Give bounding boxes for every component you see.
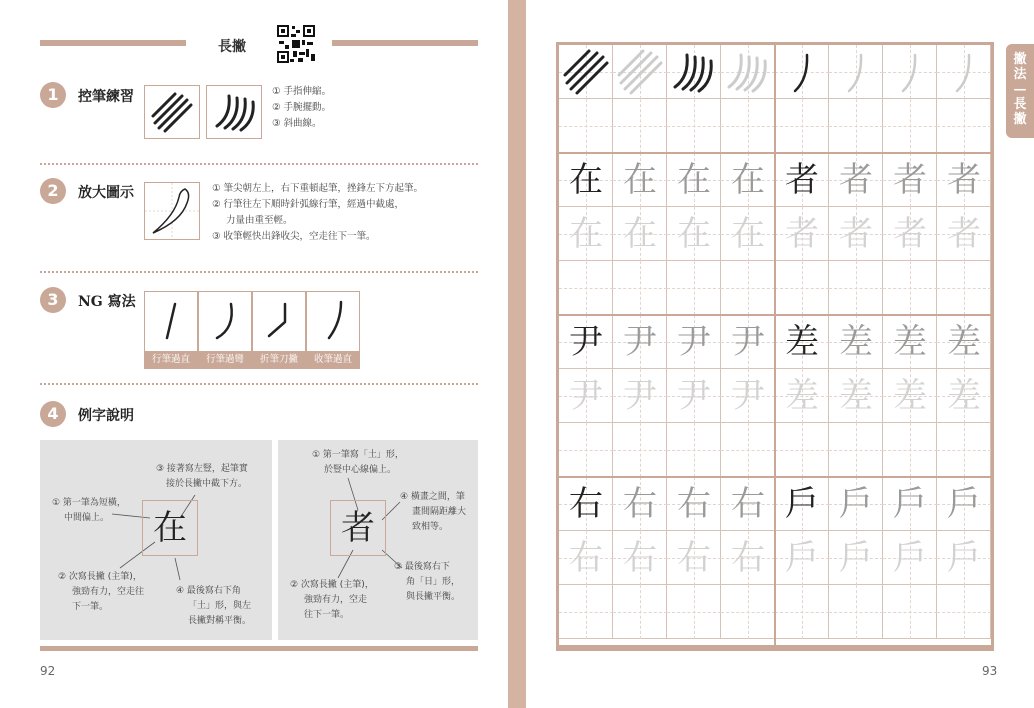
grid-cell <box>721 585 775 639</box>
grid-cell <box>559 585 613 639</box>
practice-char: 尹 <box>677 322 711 362</box>
grid-cell <box>613 153 667 207</box>
example-2-note-11: 往下一筆。 <box>304 610 350 620</box>
grid-cell <box>883 45 937 99</box>
grid-cell <box>559 423 613 477</box>
diagonal-lines-icon <box>613 45 667 99</box>
example-2-note-1: ① 第一筆寫「土」形， <box>312 450 404 460</box>
grid-cell <box>883 207 937 261</box>
section-3-label: NG 寫法 <box>78 294 136 310</box>
left-page <box>0 0 508 708</box>
grid-cell <box>721 99 775 153</box>
practice-char: 差 <box>839 376 873 416</box>
knife-stroke-icon <box>253 292 305 351</box>
section-1-note-1: ① 手指伸縮。 <box>272 86 332 97</box>
grid-cell <box>775 369 829 423</box>
diagonal-lines-icon <box>145 86 199 138</box>
grid-cell <box>829 99 883 153</box>
practice-char: 差 <box>785 376 819 416</box>
grid-cell <box>667 369 721 423</box>
grid-cell <box>775 423 829 477</box>
practice-char: 差 <box>947 376 981 416</box>
grid-cell <box>937 531 991 585</box>
practice-char: 差 <box>947 322 981 362</box>
grid-cell <box>883 261 937 315</box>
grid-cell <box>559 45 613 99</box>
curved-lines-icon <box>721 45 775 99</box>
grid-cell <box>937 99 991 153</box>
example-1-note-5: ② 次寫長撇 (主筆)， <box>58 572 142 582</box>
example-2-note-9: ② 次寫長撇 (主筆)， <box>290 580 374 590</box>
example-2-char: 者 <box>330 500 386 556</box>
example-2-note-3: ④ 橫畫之間，筆 <box>400 492 465 502</box>
example-1-note-1: ③ 接著寫左豎，起筆實 <box>156 464 248 474</box>
practice-char: 者 <box>893 160 927 200</box>
grid-cell <box>775 315 829 369</box>
column-separator <box>774 45 776 645</box>
section-3-badge: 3 <box>40 287 66 313</box>
example-panel-1 <box>40 440 272 640</box>
practice-char: 右 <box>731 538 765 578</box>
practice-char: 在 <box>731 160 765 200</box>
grid-cell <box>883 423 937 477</box>
grid-cell <box>613 261 667 315</box>
practice-char: 戶 <box>893 484 927 524</box>
grid-cell <box>883 531 937 585</box>
curved-stroke-icon <box>199 292 251 351</box>
practice-char: 尹 <box>623 322 657 362</box>
ng-item-3 <box>252 291 306 369</box>
grid-cell <box>937 585 991 639</box>
grid-cell <box>721 531 775 585</box>
example-2-note-10: 強勁有力，空走 <box>304 595 368 605</box>
practice-char: 者 <box>785 214 819 254</box>
practice-char: 者 <box>893 214 927 254</box>
practice-char: 差 <box>893 376 927 416</box>
side-tab-char-3: — <box>1013 82 1027 97</box>
example-1-char: 在 <box>142 500 198 556</box>
ng-item-2 <box>198 291 252 369</box>
practice-char: 右 <box>569 484 603 524</box>
grid-cell <box>613 531 667 585</box>
practice-char: 在 <box>569 214 603 254</box>
grid-cell <box>721 207 775 261</box>
qr-code-icon[interactable] <box>276 24 316 64</box>
grid-cell <box>559 261 613 315</box>
grid-cell <box>667 477 721 531</box>
ng-item-2-label: 行筆過彎 <box>199 351 251 368</box>
practice-char: 戶 <box>839 484 873 524</box>
grid-cell <box>667 45 721 99</box>
grid-cell <box>559 99 613 153</box>
curved-lines-icon <box>207 86 261 138</box>
grid-cell <box>883 369 937 423</box>
grid-cell <box>883 99 937 153</box>
side-tab-char-5: 撇 <box>1013 112 1027 127</box>
practice-char: 右 <box>623 484 657 524</box>
stroke-sample-icon <box>829 45 883 99</box>
header-rule-left <box>40 40 186 46</box>
practice-char: 在 <box>677 160 711 200</box>
section-4-label: 例字說明 <box>78 408 134 424</box>
example-2-note-4: 畫間隔距離大 <box>412 507 467 517</box>
grid-cell <box>667 531 721 585</box>
example-2-note-8: 與長撇平衡。 <box>406 592 461 602</box>
practice-char: 差 <box>893 322 927 362</box>
practice-char: 右 <box>569 538 603 578</box>
ng-item-1-label: 行筆過直 <box>145 351 197 368</box>
practice-char: 戶 <box>785 484 819 524</box>
grid-cell <box>721 423 775 477</box>
grid-cell <box>829 369 883 423</box>
grid-cell <box>829 477 883 531</box>
curved-lines-icon <box>667 45 721 99</box>
grid-cell <box>883 153 937 207</box>
side-tab-char-4: 長 <box>1013 97 1027 112</box>
practice-char: 在 <box>569 160 603 200</box>
example-1-note-7: 下一筆。 <box>72 602 109 612</box>
example-1-note-9: 「土」形，與左 <box>188 601 252 611</box>
grid-cell <box>829 153 883 207</box>
practice-char: 者 <box>947 214 981 254</box>
grid-cell <box>559 477 613 531</box>
grid-cell <box>559 531 613 585</box>
practice-char: 戶 <box>947 484 981 524</box>
grid-cell <box>829 423 883 477</box>
practice-char: 戶 <box>893 538 927 578</box>
section-2-note-1: ① 筆尖朝左上，右下重頓起筆，挫鋒左下方起筆。 <box>212 183 424 194</box>
side-tab[interactable] <box>1006 44 1034 138</box>
section-divider-2 <box>40 271 478 273</box>
grid-cell <box>829 207 883 261</box>
grid-cell <box>559 315 613 369</box>
grid-cell <box>883 477 937 531</box>
grid-cell <box>829 585 883 639</box>
grid-cell <box>613 315 667 369</box>
practice-char: 差 <box>839 322 873 362</box>
grid-cell <box>937 45 991 99</box>
grid-cell <box>775 99 829 153</box>
enlarged-stroke-box <box>144 182 200 240</box>
straight-stroke-icon <box>145 292 197 351</box>
grid-cell <box>613 585 667 639</box>
grid-cell <box>721 153 775 207</box>
grid-cell <box>613 369 667 423</box>
section-1-label: 控筆練習 <box>78 89 134 105</box>
grid-cell <box>559 153 613 207</box>
example-2-note-2: 於豎中心線偏上。 <box>324 465 397 475</box>
section-divider-3 <box>40 383 478 385</box>
side-tab-char-2: 法 <box>1013 67 1027 82</box>
grid-cell <box>667 423 721 477</box>
practice-char: 在 <box>677 214 711 254</box>
example-2-note-7: 角「日」形， <box>406 577 461 587</box>
practice-char: 差 <box>785 322 819 362</box>
grid-cell <box>721 477 775 531</box>
grid-cell <box>667 315 721 369</box>
example-1-note-10: 長撇對稱平衡。 <box>188 616 252 626</box>
practice-char: 者 <box>839 214 873 254</box>
grid-cell <box>937 315 991 369</box>
section-2-note-2: ② 行筆往左下順時針弧線行筆，經過中截處， <box>212 199 405 210</box>
grid-cell <box>613 45 667 99</box>
grid-cell <box>721 261 775 315</box>
practice-char: 在 <box>623 214 657 254</box>
grid-cell <box>667 585 721 639</box>
grid-cell <box>829 315 883 369</box>
grid-cell <box>937 261 991 315</box>
grid-cell <box>613 207 667 261</box>
practice-char: 在 <box>731 214 765 254</box>
practice-char: 者 <box>785 160 819 200</box>
control-practice-box-1 <box>144 85 200 139</box>
page-number-left: 92 <box>40 664 56 678</box>
grid-cell <box>883 585 937 639</box>
grid-cell <box>937 207 991 261</box>
example-panel-2 <box>278 440 478 640</box>
grid-cell <box>559 207 613 261</box>
section-1-badge: 1 <box>40 82 66 108</box>
grid-cell <box>613 477 667 531</box>
stroke-sample-icon <box>883 45 937 99</box>
grid-cell <box>829 261 883 315</box>
grid-cell <box>937 369 991 423</box>
ng-item-3-label: 折筆刀撇 <box>253 351 305 368</box>
practice-char: 尹 <box>569 322 603 362</box>
grid-cell <box>937 477 991 531</box>
practice-char: 右 <box>623 538 657 578</box>
grid-cell <box>559 369 613 423</box>
example-2-note-5: 致相等。 <box>412 522 449 532</box>
practice-char: 者 <box>839 160 873 200</box>
practice-char: 尹 <box>569 376 603 416</box>
grid-cell <box>775 261 829 315</box>
practice-char: 在 <box>623 160 657 200</box>
example-2-note-6: ③ 最後寫右下 <box>394 562 450 572</box>
grid-cell <box>775 207 829 261</box>
section-2-badge: 2 <box>40 178 66 204</box>
practice-char: 戶 <box>839 538 873 578</box>
ng-item-4 <box>306 291 360 369</box>
section-4-badge: 4 <box>40 401 66 427</box>
page-title: 長撇 <box>218 39 246 55</box>
diagonal-lines-icon <box>559 45 613 99</box>
practice-char: 尹 <box>677 376 711 416</box>
example-1-note-4: 中間偏上。 <box>64 513 110 523</box>
example-1-note-8: ④ 最後寫右下角 <box>176 586 241 596</box>
section-1-note-2: ② 手腕擺動。 <box>272 102 332 113</box>
section-2-note-3: 力量由重至輕。 <box>226 215 293 226</box>
grid-cell <box>775 153 829 207</box>
practice-char: 戶 <box>785 538 819 578</box>
side-tab-char-1: 撇 <box>1013 52 1027 67</box>
example-1-note-6: 強勁有力，空走往 <box>72 587 145 597</box>
footer-rule-right <box>556 646 994 651</box>
page-number-right: 93 <box>982 664 998 678</box>
header-rule-right <box>332 40 478 46</box>
grid-cell <box>667 99 721 153</box>
grid-cell <box>667 153 721 207</box>
grid-cell <box>829 45 883 99</box>
stroke-sample-icon <box>775 45 829 99</box>
grid-cell <box>667 261 721 315</box>
grid-cell <box>829 531 883 585</box>
practice-char: 尹 <box>731 322 765 362</box>
ng-item-4-label: 收筆過直 <box>307 351 359 368</box>
practice-char: 戶 <box>947 538 981 578</box>
grid-cell <box>721 369 775 423</box>
grid-cell <box>613 423 667 477</box>
grid-cell <box>667 207 721 261</box>
grid-cell <box>937 153 991 207</box>
stroke-sample-icon <box>937 45 991 99</box>
grid-cell <box>775 585 829 639</box>
practice-char: 尹 <box>623 376 657 416</box>
example-1-note-2: 接於長撇中截下方。 <box>166 479 248 489</box>
grid-cell <box>721 45 775 99</box>
section-2-label: 放大圖示 <box>78 185 134 201</box>
section-divider-1 <box>40 163 478 165</box>
practice-char: 右 <box>677 484 711 524</box>
grid-cell <box>775 531 829 585</box>
long-left-falling-stroke-icon <box>145 183 199 239</box>
straight-end-stroke-icon <box>307 292 359 351</box>
practice-char: 右 <box>677 538 711 578</box>
control-practice-box-2 <box>206 85 262 139</box>
grid-cell <box>775 477 829 531</box>
practice-char: 者 <box>947 160 981 200</box>
grid-cell <box>883 315 937 369</box>
grid-cell <box>775 45 829 99</box>
footer-rule-left <box>40 646 478 651</box>
grid-cell <box>937 423 991 477</box>
section-1-note-3: ③ 斜曲線。 <box>272 118 322 129</box>
book-spine <box>508 0 526 708</box>
ng-item-1 <box>144 291 198 369</box>
practice-char: 右 <box>731 484 765 524</box>
section-2-note-4: ③ 收筆輕快出鋒收尖，空走往下一筆。 <box>212 231 376 242</box>
practice-grid <box>556 42 994 648</box>
grid-cell <box>613 99 667 153</box>
practice-char: 尹 <box>731 376 765 416</box>
example-1-note-3: ① 第一筆為短橫， <box>52 498 126 508</box>
grid-cell <box>721 315 775 369</box>
